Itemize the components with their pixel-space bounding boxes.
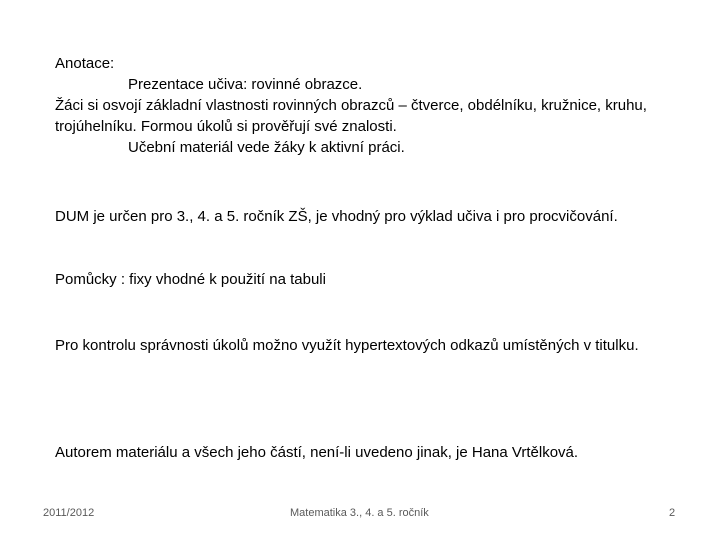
annotation-line-4: Učební materiál vede žáky k aktivní práci. [128,139,405,156]
author-text: Autorem materiálu a všech jeho částí, není-li uvedeno jinak, je Hana Vrtělková. [55,444,579,461]
annotation-line-3: trojúhelníku. Formou úkolů si prověřují své znalosti. [55,118,397,135]
tools-text: Pomůcky : fixy vhodné k použití na tabuli [55,271,326,288]
annotation-block [55,53,647,158]
dum-text: DUM je určen pro 3., 4. a 5. ročník ZŠ, je vhodný pro výklad učiva i pro procvičování. [55,208,618,225]
annotation-line-1: Prezentace učiva: rovinné obrazce. [128,76,363,93]
footer-page-number: 2 [669,507,676,519]
footer-date: 2011/2012 [43,507,95,519]
check-text: Pro kontrolu správnosti úkolů možno využít hypertextových odkazů umístěných v titulku. [55,337,639,354]
footer-subject: Matematika 3., 4. a 5. ročník [290,507,429,519]
annotation-line-2: Žáci si osvojí základní vlastnosti rovinných obrazců – čtverce, obdélníku, kružnice, kruhu, [55,97,647,114]
annotation-heading: Anotace: [55,55,115,72]
